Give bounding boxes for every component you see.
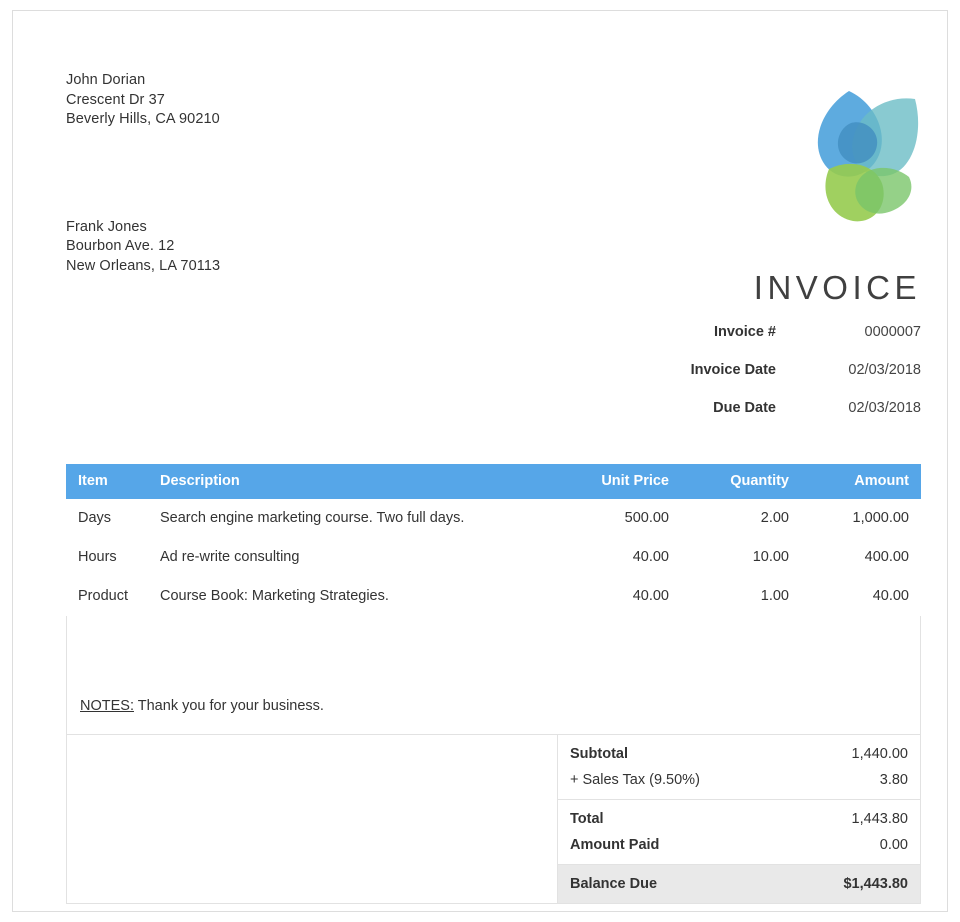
table-row <box>66 499 921 538</box>
sales-tax-row <box>558 767 920 799</box>
notes-line <box>67 690 920 734</box>
column-header-item: Item <box>66 464 148 499</box>
notes-label: NOTES: <box>80 698 134 714</box>
invoice-meta <box>501 324 921 438</box>
balance-due-value: $1,443.80 <box>843 876 908 892</box>
totals-blank-area <box>67 735 558 903</box>
column-header-description: Description <box>148 464 561 499</box>
table-header-row <box>66 464 921 499</box>
line-items-table <box>66 464 921 616</box>
cell-description: Search engine marketing course. Two full days. <box>148 499 561 538</box>
meta-row <box>501 362 921 400</box>
cell-description: Ad re-write consulting <box>148 538 561 577</box>
meta-label: Invoice Date <box>690 362 776 378</box>
balance-due-row <box>558 865 920 903</box>
cell-quantity: 1.00 <box>681 577 801 616</box>
totals-column <box>558 735 920 903</box>
subtotal-value: 1,440.00 <box>851 746 908 762</box>
page-title: INVOICE <box>753 269 921 306</box>
table-header <box>66 464 921 499</box>
totals-group-balance <box>558 865 920 903</box>
meta-row <box>501 324 921 362</box>
subtotal-row <box>558 735 920 767</box>
column-header-amount: Amount <box>801 464 921 499</box>
total-value: 1,443.80 <box>851 811 908 827</box>
cell-item: Days <box>66 499 148 538</box>
cell-quantity: 2.00 <box>681 499 801 538</box>
total-row <box>558 800 920 832</box>
line-items-section <box>66 464 921 904</box>
meta-value: 0000007 <box>864 324 921 340</box>
meta-row <box>501 400 921 438</box>
cell-item: Product <box>66 577 148 616</box>
cell-quantity: 10.00 <box>681 538 801 577</box>
table-body <box>66 499 921 616</box>
amount-paid-value: 0.00 <box>879 837 908 853</box>
amount-paid-row <box>558 832 920 864</box>
company-logo-icon <box>791 81 921 231</box>
cell-description: Course Book: Marketing Strategies. <box>148 577 561 616</box>
meta-label: Due Date <box>713 400 776 416</box>
total-label: Total <box>570 811 604 827</box>
totals-group-subtotal <box>558 735 920 800</box>
cell-unit-price: 500.00 <box>561 499 681 538</box>
cell-amount: 400.00 <box>801 538 921 577</box>
totals-group-total <box>558 800 920 865</box>
subtotal-label: Subtotal <box>570 746 628 762</box>
cell-unit-price: 40.00 <box>561 577 681 616</box>
cell-amount: 1,000.00 <box>801 499 921 538</box>
column-header-unit-price: Unit Price <box>561 464 681 499</box>
meta-label: Invoice # <box>713 324 776 340</box>
notes-section <box>66 616 921 735</box>
meta-value: 02/03/2018 <box>848 362 921 378</box>
from-city: New Orleans, LA 70113 <box>66 257 221 274</box>
sales-tax-label: + Sales Tax (9.50%) <box>570 772 700 788</box>
from-name: Frank Jones <box>66 218 147 235</box>
from-street: Bourbon Ave. 12 <box>66 238 175 254</box>
bill-to-street: Crescent Dr 37 <box>66 91 165 108</box>
cell-amount: 40.00 <box>801 577 921 616</box>
invoice-body <box>66 71 921 416</box>
amount-paid-label: Amount Paid <box>570 837 660 853</box>
notes-spacer <box>67 616 920 690</box>
bill-to-name: John Dorian <box>66 72 146 88</box>
table-row <box>66 538 921 577</box>
invoice-sheet <box>12 10 948 912</box>
cell-item: Hours <box>66 538 148 577</box>
table-row <box>66 577 921 616</box>
column-header-quantity: Quantity <box>681 464 801 499</box>
totals-section <box>66 735 921 904</box>
bill-to-city: Beverly Hills, CA 90210 <box>66 111 220 127</box>
meta-value: 02/03/2018 <box>848 400 921 416</box>
balance-due-label: Balance Due <box>570 876 658 892</box>
notes-text: Thank you for your business. <box>137 698 324 714</box>
cell-unit-price: 40.00 <box>561 538 681 577</box>
sales-tax-value: 3.80 <box>879 772 908 788</box>
